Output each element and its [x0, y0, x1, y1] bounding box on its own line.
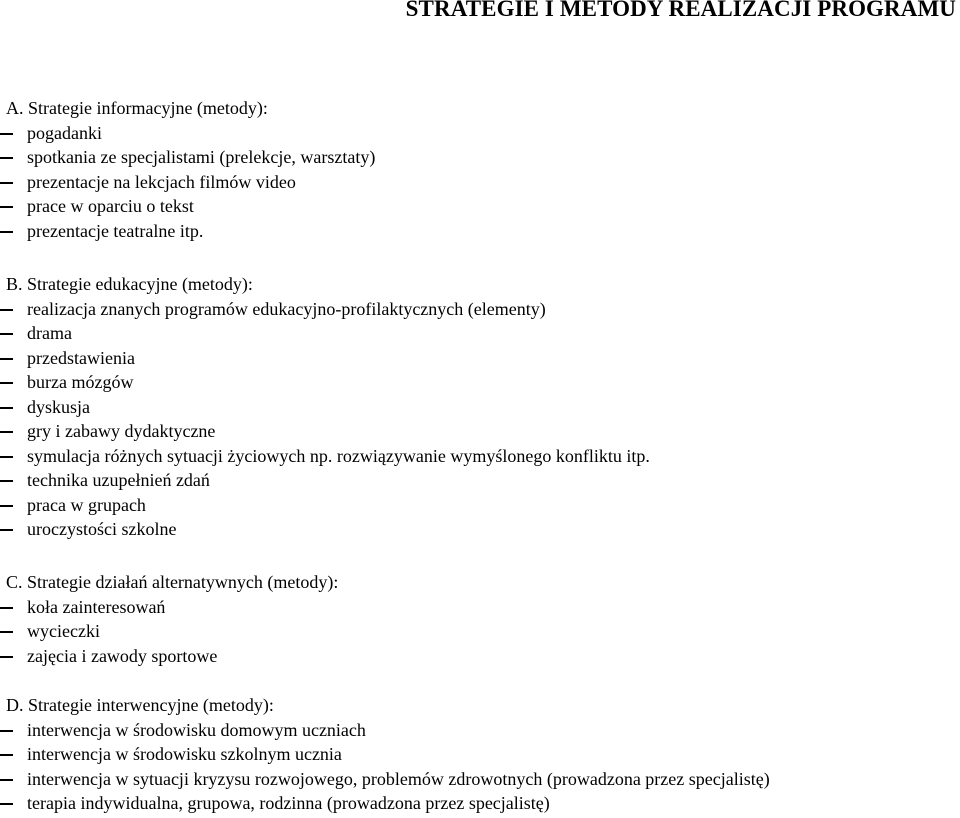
list-item-text: prezentacje na lekcjach filmów video [27, 171, 296, 192]
list-item-text: spotkania ze specjalistami (prelekcje, warsztaty) [27, 147, 376, 167]
list-item-text: symulacja różnych sytuacji życiowych np. rozwiązywanie wymyślonego konfliktu itp. [27, 445, 650, 466]
list-item-text: dyskusja [27, 396, 90, 417]
list-item-text: wycieczki [27, 621, 100, 641]
dash-bullet [0, 803, 13, 805]
dash-bullet [0, 656, 13, 658]
list-item-text: drama [27, 323, 72, 343]
dash-bullet [0, 182, 13, 184]
dash-bullet [0, 157, 13, 159]
list-item [0, 321, 950, 346]
list-item-text: zajęcia i zawody sportowe [27, 645, 218, 666]
dash-bullet [0, 730, 13, 732]
list-item [0, 493, 950, 518]
section-alternative-strategies [0, 570, 950, 668]
list-item-text: terapia indywidualna, grupowa, rodzinna (prowadzona przez specjalistę) [27, 793, 550, 813]
dash-bullet [0, 779, 13, 781]
list-item-text: praca w grupach [27, 494, 146, 515]
list-item-text: interwencja w środowisku szkolnym ucznia [27, 744, 342, 764]
dash-bullet [0, 754, 13, 756]
list-item [0, 419, 950, 444]
list-item-text: interwencja w środowisku domowym uczniach [27, 719, 366, 740]
strategy-list [0, 121, 950, 244]
dash-bullet [0, 529, 13, 531]
list-item [0, 644, 950, 669]
section-heading: B. Strategie edukacyjne (metody): [6, 274, 253, 294]
list-item [0, 170, 950, 195]
list-item [0, 194, 950, 219]
list-item [0, 742, 950, 767]
strategy-list [0, 595, 950, 669]
section-heading: A. Strategie informacyjne (metody): [6, 98, 268, 118]
list-item-text: koła zainteresowań [27, 596, 166, 617]
dash-bullet [0, 231, 13, 233]
list-item [0, 767, 950, 792]
list-item-text: burza mózgów [27, 372, 134, 392]
list-item [0, 791, 950, 816]
section-heading: C. Strategie działań alternatywnych (metody): [6, 572, 339, 592]
list-item [0, 121, 950, 146]
dash-bullet [0, 607, 13, 609]
section-informational-strategies [0, 96, 950, 243]
dash-bullet [0, 206, 13, 208]
list-item [0, 468, 950, 493]
list-item [0, 517, 950, 542]
list-item-text: gry i zabawy dydaktyczne [27, 421, 216, 441]
list-item [0, 595, 950, 620]
dash-bullet [0, 358, 13, 360]
list-item-text: przedstawienia [27, 347, 135, 368]
section-educational-strategies [0, 272, 950, 542]
list-item [0, 346, 950, 371]
list-item-text: technika uzupełnień zdań [27, 470, 210, 490]
list-item-text: pogadanki [27, 122, 102, 143]
dash-bullet [0, 480, 13, 482]
page-title: STRATEGIE I METODY REALIZACJI PROGRAMU [405, 0, 956, 21]
list-item-text: prace w oparciu o tekst [27, 196, 194, 216]
strategy-list [0, 297, 950, 542]
dash-bullet [0, 309, 13, 311]
dash-bullet [0, 505, 13, 507]
list-item [0, 718, 950, 743]
dash-bullet [0, 456, 13, 458]
dash-bullet [0, 382, 13, 384]
list-item [0, 297, 950, 322]
strategy-list [0, 718, 950, 816]
list-item-text: prezentacje teatralne itp. [27, 220, 204, 241]
list-item [0, 619, 950, 644]
section-intervention-strategies [0, 693, 950, 816]
list-item [0, 444, 950, 469]
dash-bullet [0, 431, 13, 433]
list-item [0, 370, 950, 395]
list-item [0, 145, 950, 170]
list-item-text: realizacja znanych programów edukacyjno-profilaktycznych (elementy) [27, 298, 546, 319]
list-item-text: interwencja w sytuacji kryzysu rozwojowego, problemów zdrowotnych (prowadzona przez specjalistę) [27, 768, 770, 789]
dash-bullet [0, 407, 13, 409]
list-item [0, 395, 950, 420]
dash-bullet [0, 133, 13, 135]
list-item-text: uroczystości szkolne [27, 519, 177, 539]
list-item [0, 219, 950, 244]
dash-bullet [0, 333, 13, 335]
section-heading: D. Strategie interwencyjne (metody): [6, 695, 274, 715]
dash-bullet [0, 631, 13, 633]
